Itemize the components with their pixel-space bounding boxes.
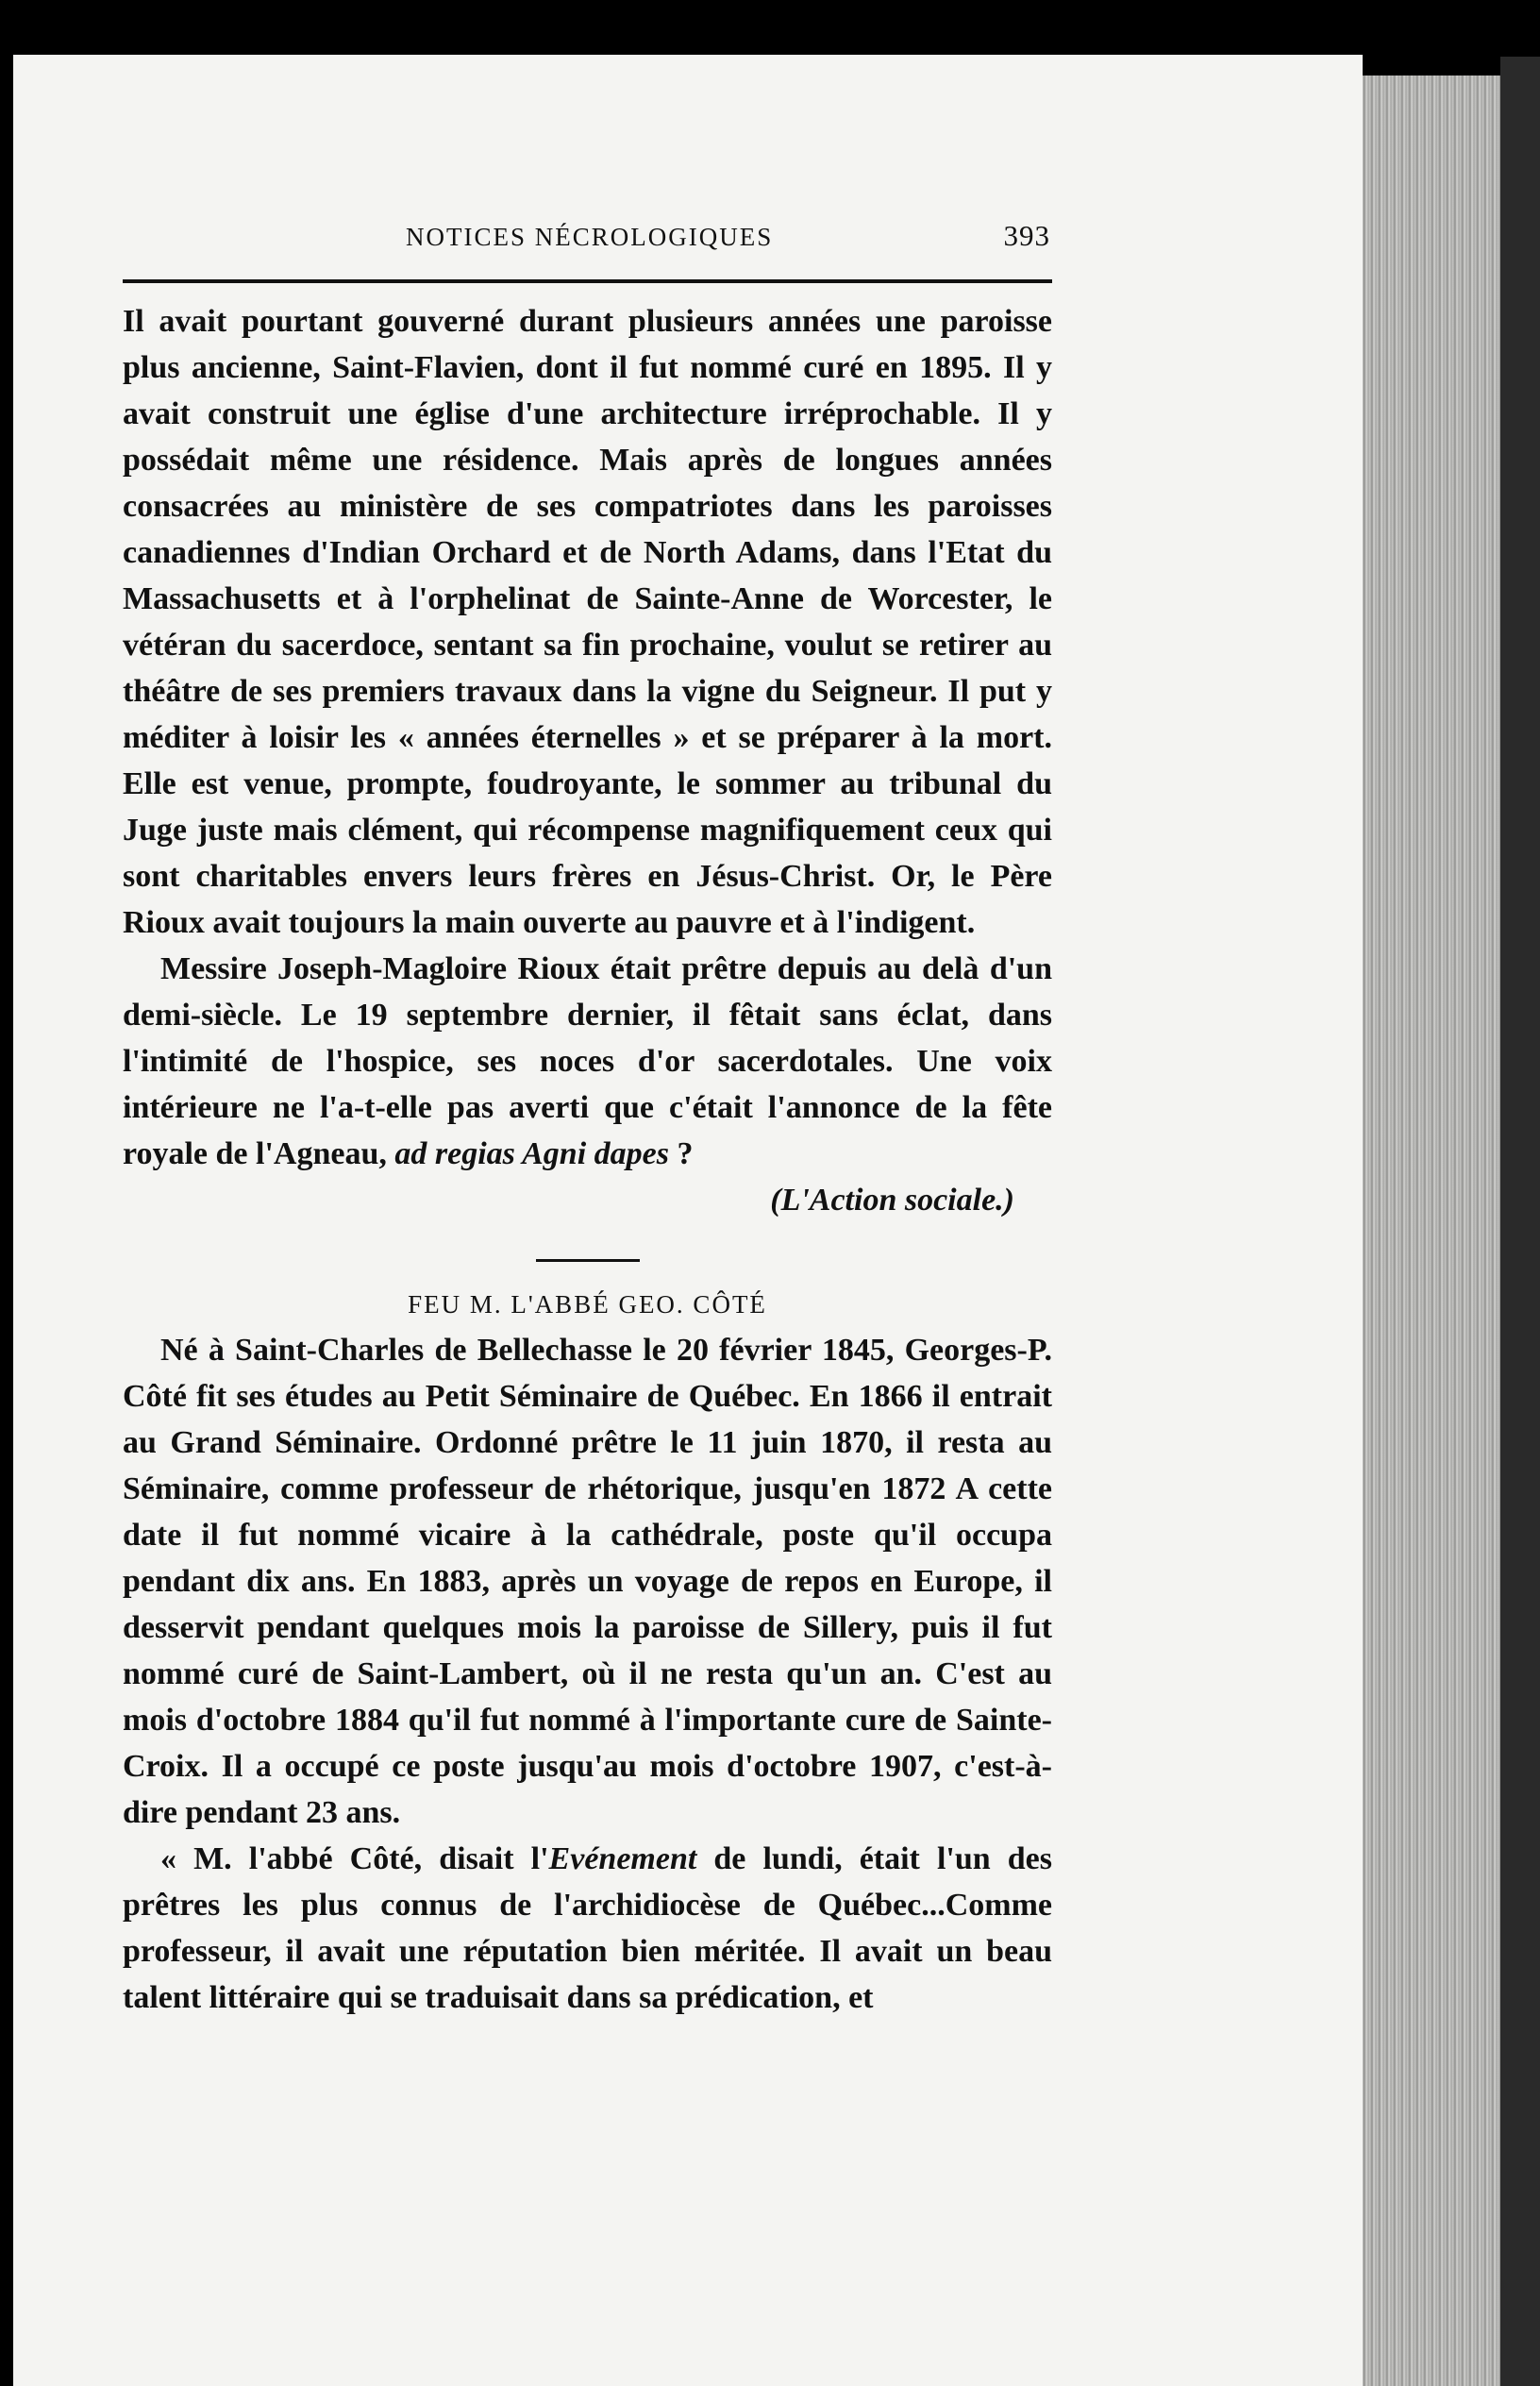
section-rioux xyxy=(123,298,1052,1177)
page-edges xyxy=(1363,76,1523,2386)
page-content xyxy=(123,219,1052,2021)
paragraph: Il avait pourtant gouverné durant plusieurs années une paroisse plus ancienne, Saint-Flavien, dont il fut nommé curé en 1895. Il y avait construit une église d'une architecture irréprochable. Il y possédait même une résidence. Mais après de longues années consacrées au ministère de ses compatriotes dans les paroisses canadiennes d'Indian Orchard et de North Adams, dans l'Etat du Massachusetts et à l'orphelinat de Sainte-Anne de Worcester, le vétéran du sacerdoce, sentant sa fin prochaine, voulut se retirer au théâtre de ses premiers travaux dans la vigne du Seigneur. Il put y méditer à loisir les « années éternelles » et se préparer à la mort. Elle est venue, prompte, foudroyante, le sommer au tribunal du Juge juste mais clément, qui récompense magnifiquement ceux qui sont charitables envers leurs frères en Jésus-Christ. Or, le Père Rioux avait toujours la main ouverte au pauvre et à l'indigent. xyxy=(123,304,1052,940)
header-rule xyxy=(123,279,1052,283)
latin-quote: ad regias Agni dapes xyxy=(394,1136,669,1171)
section-divider xyxy=(536,1259,640,1262)
page-number: 393 xyxy=(1003,219,1050,252)
source-citation: (L'Action sociale.) xyxy=(770,1183,1014,1218)
newspaper-title: Evénement xyxy=(548,1841,697,1876)
paragraph xyxy=(123,946,1052,1177)
paragraph-end: ? xyxy=(668,1136,694,1171)
paragraph xyxy=(123,1836,1052,2021)
running-head xyxy=(123,219,1052,253)
running-title: NOTICES NÉCROLOGIQUES xyxy=(406,223,774,251)
section-heading: FEU M. L'ABBÉ GEO. CÔTÉ xyxy=(408,1290,767,1319)
paragraph-text: « M. l'abbé Côté, disait l' xyxy=(160,1841,549,1876)
paragraph: Né à Saint-Charles de Bellechasse le 20 février 1845, Georges-P. Côté fit ses études au Petit Séminaire de Québec. En 1866 il entrait au Grand Séminaire. Ordonné prêtre le 11 juin 1870, il resta au Séminaire, comme professeur de rhétorique, jusqu'en 1872 A cette date il fut nommé vicaire à la cathédrale, poste qu'il occupa pendant dix ans. En 1883, après un voyage de repos en Europe, il desservit pendant quelques mois la paroisse de Sillery, puis il fut nommé curé de Saint-Lambert, où il ne resta qu'un an. C'est au mois d'octobre 1884 qu'il fut nommé à l'importante cure de Sainte-Croix. Il a occupé ce poste jusqu'au mois d'octobre 1907, c'est-à-dire pendant 23 ans. xyxy=(123,1333,1052,1830)
paragraph-text: Messire Joseph-Magloire Rioux était prêtre depuis au delà d'un demi-siècle. Le 19 septembre dernier, il fêtait sans éclat, dans l'intimité de l'hospice, ses noces d'or sacerdotales. Une voix intérieure ne l'a-t-elle pas averti que c'était l'annonce de la fête royale de l'Agneau, xyxy=(123,951,1052,1171)
section-cote xyxy=(123,1327,1052,2021)
paragraph-text: de lundi, était l'un des prêtres les plus connus de l'archidiocèse de Québec...Comme professeur, il avait une réputation bien méritée. Il avait un beau talent littéraire qui se traduisait dans sa prédication, et xyxy=(123,1841,1052,2015)
book-shadow xyxy=(1500,57,1540,2386)
